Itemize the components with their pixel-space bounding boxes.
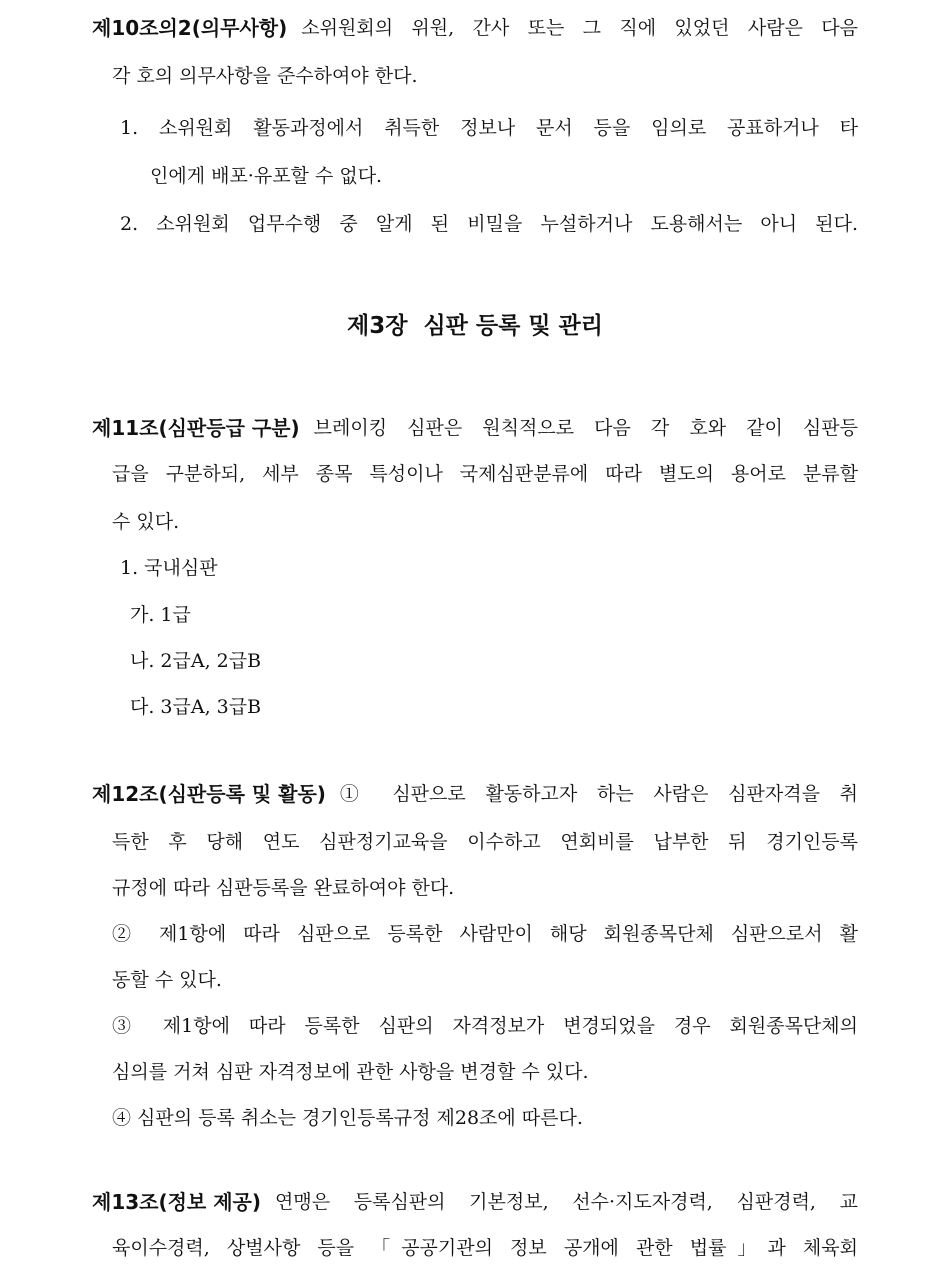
article-body-text: 급을 구분하되, 세부 종목 특성이나 국제심판분류에 따라 별도의 용어로 분류할 [112,463,858,485]
paragraph-4: ④ 심판의 등록 취소는 경기인등록규정 제28조에 따른다. [112,1107,583,1129]
article-body-text: 소위원회의 위원, 간사 또는 그 직에 있었던 사람은 다음 [301,17,858,39]
chapter-title: 제3장 심판 등록 및 관리 [346,313,603,339]
article-body-text: ① 심판으로 활동하고자 하는 사람은 심판자격을 취 [339,783,858,805]
sub-list-item: 다. 3급A, 3급B [130,696,262,718]
article-11-first-line [92,416,858,440]
article-heading: 제11조(심판등급 구분) [92,416,300,440]
list-item-continuation: 인에게 배포·유포할 수 없다. [150,165,383,187]
article-10-2-first-line [92,16,858,40]
list-item: 1. 국내심판 [120,557,218,579]
article-heading: 제10조의2(의무사항) [92,16,288,40]
list-item: 2. 소위원회 업무수행 중 알게 된 비밀을 누설하거나 도용해서는 아니 된다. [120,213,858,235]
list-item: 1. 소위원회 활동과정에서 취득한 정보나 문서 등을 임의로 공표하거나 타 [120,117,858,139]
sub-list-item: 가. 1급 [130,604,191,626]
paragraph-2: ② 제1항에 따라 심판으로 등록한 사람만이 해당 회원종목단체 심판으로서 활 [112,923,858,945]
paragraph-3-continuation: 심의를 거쳐 심판 자격정보에 관한 사항을 변경할 수 있다. [112,1061,589,1083]
paragraph-3: ③ 제1항에 따라 등록한 심판의 자격정보가 변경되었을 경우 회원종목단체의 [112,1015,858,1037]
article-body-text: 육이수경력, 상벌사항 등을 「공공기관의 정보 공개에 관한 법률」과 체육회 [112,1237,858,1259]
article-body-text: 득한 후 당해 연도 심판정기교육을 이수하고 연회비를 납부한 뒤 경기인등록 [112,831,858,853]
article-body-text: 수 있다. [112,511,180,533]
article-heading: 제12조(심판등록 및 활동) [92,782,326,806]
article-13-first-line [92,1190,858,1214]
article-12-first-line [92,782,858,806]
article-body-text: 연맹은 등록심판의 기본정보, 선수·지도자경력, 심판경력, 교 [275,1191,858,1213]
article-body-text: 브레이킹 심판은 원칙적으로 다음 각 호와 같이 심판등 [313,417,858,439]
paragraph-2-continuation: 동할 수 있다. [112,969,222,991]
article-body-text: 각 호의 의무사항을 준수하여야 한다. [112,65,418,87]
sub-list-item: 나. 2급A, 2급B [130,650,262,672]
article-body-text: 규정에 따라 심판등록을 완료하여야 한다. [112,877,455,899]
article-heading: 제13조(정보 제공) [92,1190,261,1214]
